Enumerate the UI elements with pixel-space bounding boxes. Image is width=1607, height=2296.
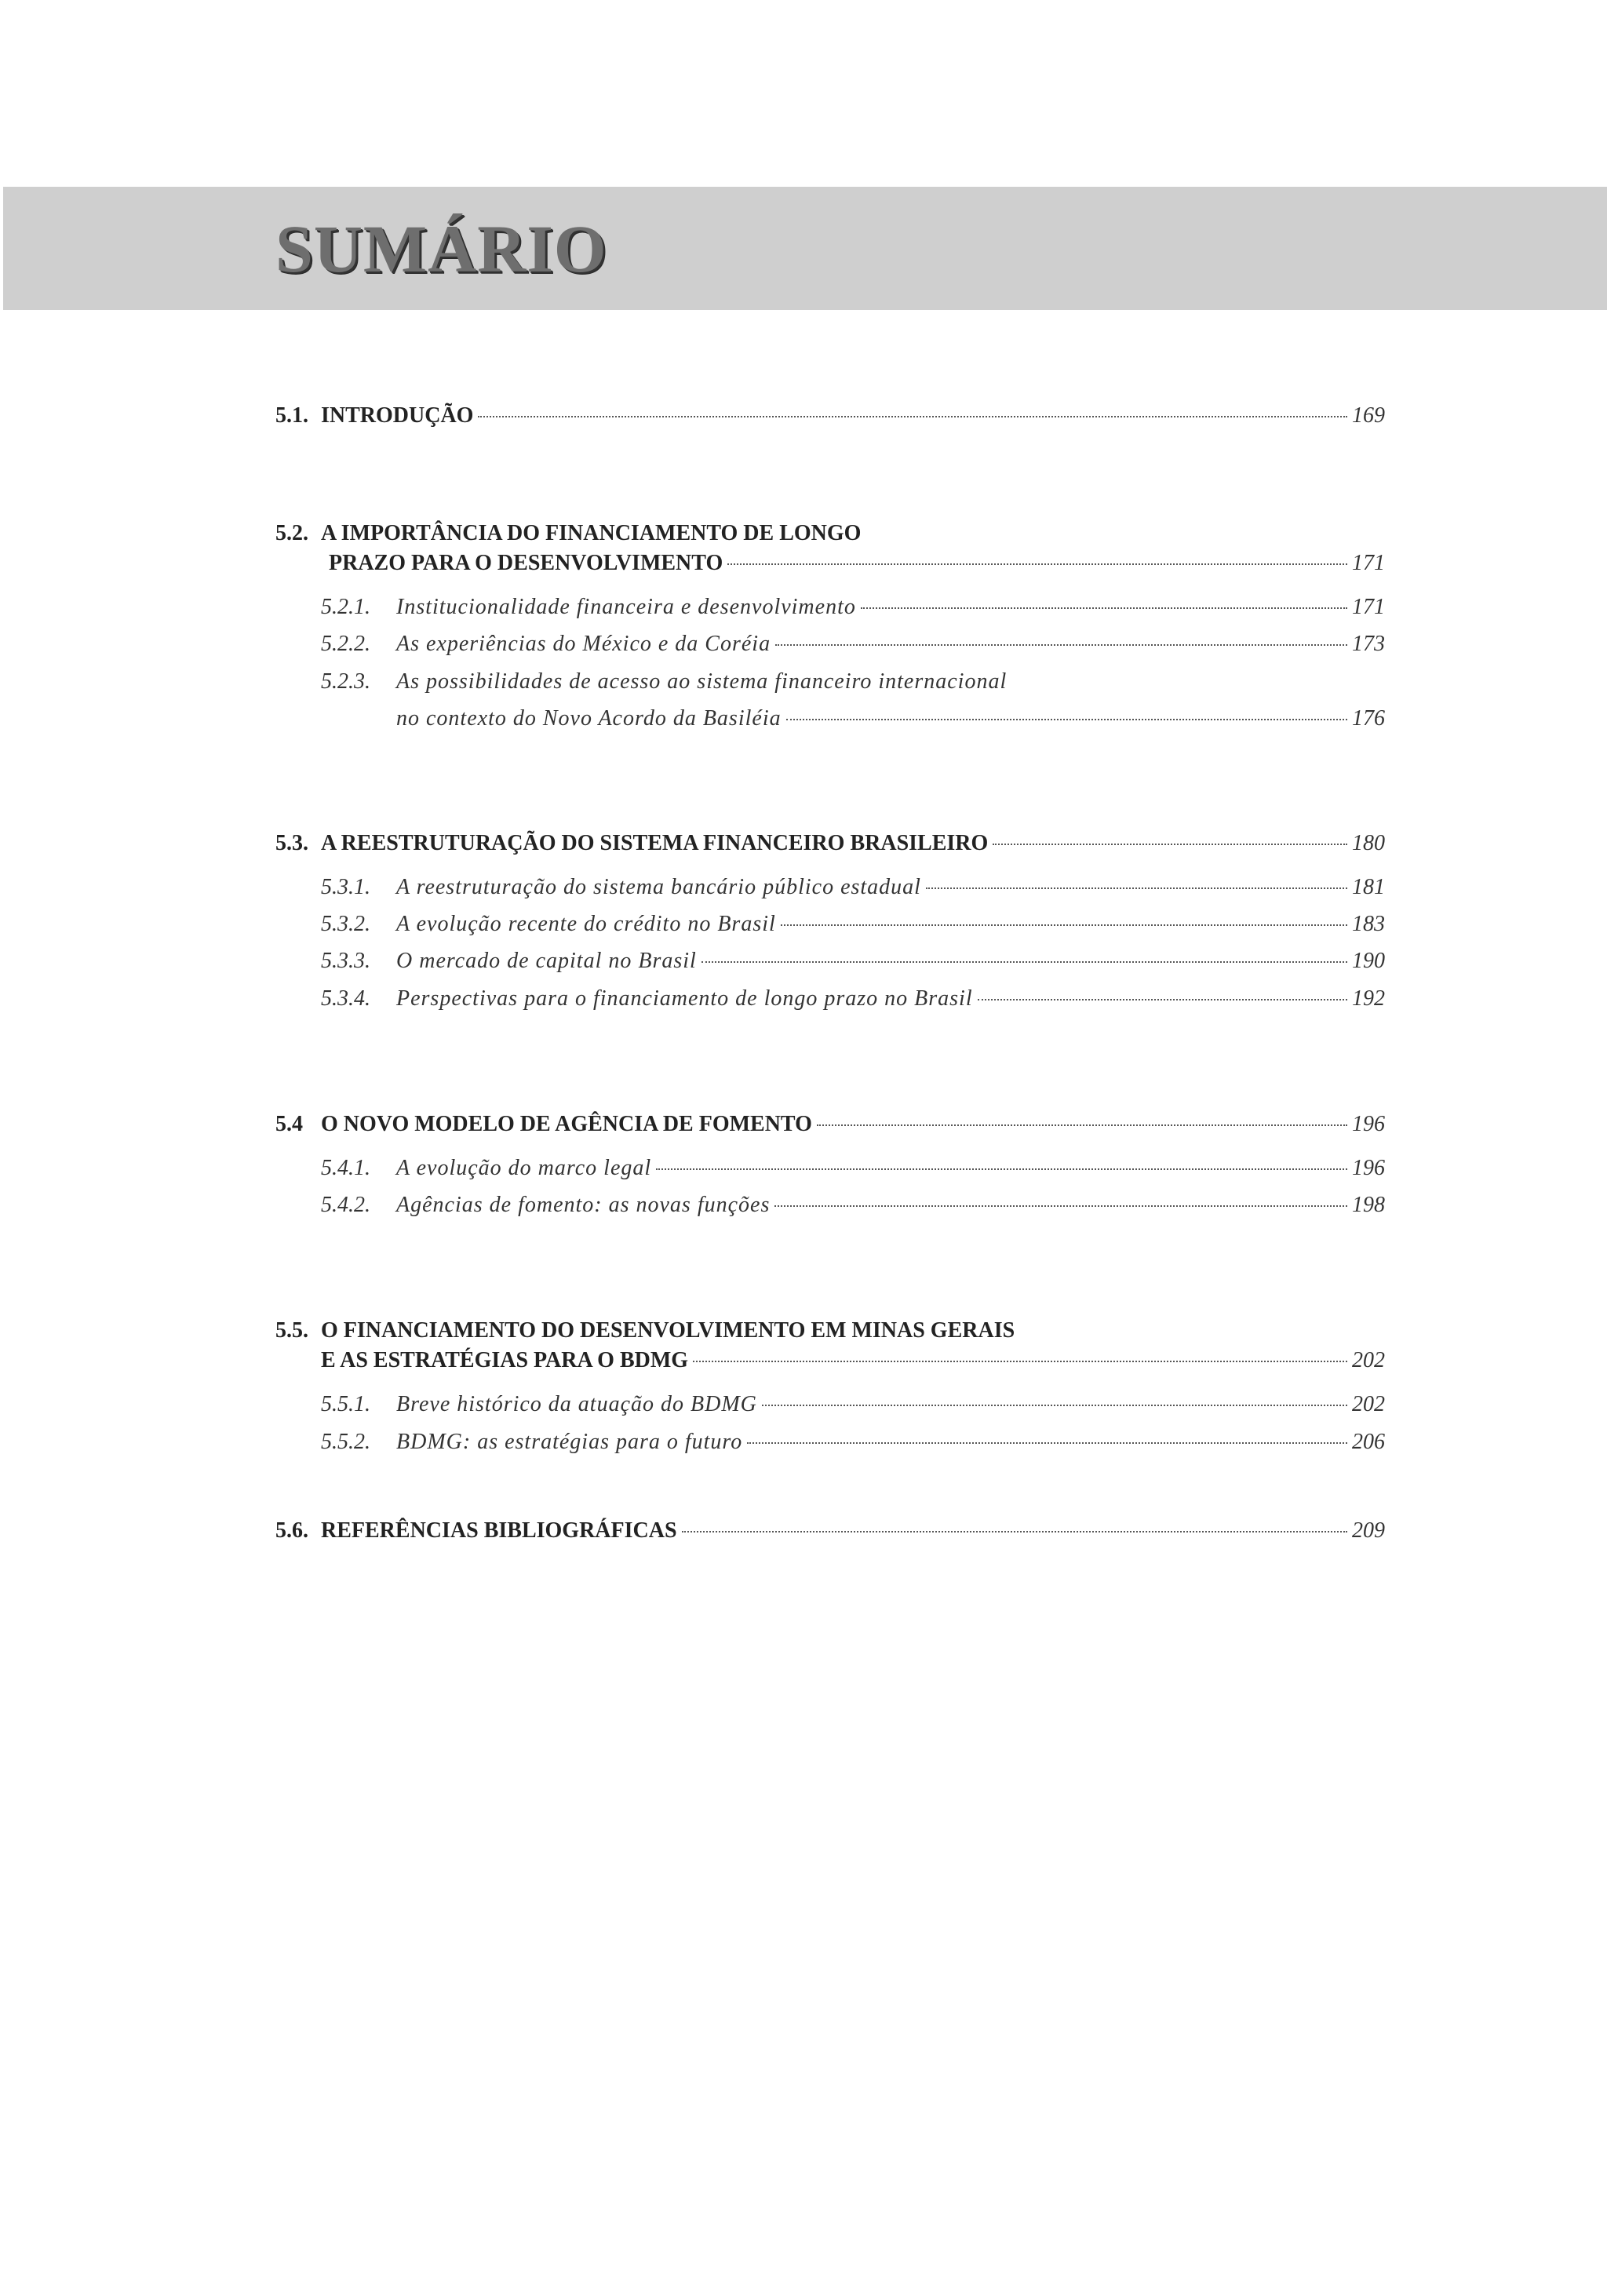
toc-title: E AS ESTRATÉGIAS PARA O BDMG (321, 1348, 689, 1372)
toc-number: 5.5.1. (321, 1392, 370, 1416)
toc-title: As possibilidades de acesso ao sistema financeiro internacional (396, 669, 1008, 694)
toc-number: 5.4.2. (321, 1193, 370, 1217)
dot-leader (774, 1204, 1347, 1207)
toc-title: A reestruturação do sistema bancário público estadual (396, 875, 921, 899)
toc-entry-5-4-2[interactable] (275, 1191, 1385, 1219)
toc-number: 5.2.1. (321, 595, 370, 619)
dot-leader (762, 1404, 1347, 1406)
dot-leader (727, 563, 1347, 565)
dot-leader (786, 718, 1347, 720)
toc-number: 5.3.4. (321, 986, 370, 1011)
toc-page-number: 209 (1352, 1518, 1385, 1543)
toc-page-number: 171 (1352, 551, 1385, 575)
toc-page-number: 196 (1352, 1112, 1385, 1136)
toc-page-number: 169 (1352, 403, 1385, 428)
toc-title: Breve histórico da atuação do BDMG (396, 1392, 757, 1416)
toc-entry-5-5-line2[interactable] (275, 1347, 1385, 1375)
dot-leader (817, 1124, 1347, 1126)
toc-title: REFERÊNCIAS BIBLIOGRÁFICAS (321, 1518, 677, 1543)
toc-entry-5-5-2[interactable] (275, 1428, 1385, 1456)
toc-number: 5.3.3. (321, 949, 370, 973)
dot-leader (781, 924, 1347, 926)
toc-title: A evolução do marco legal (396, 1156, 652, 1180)
header-band (3, 187, 1607, 310)
toc-title: As experiências do México e da Coréia (396, 632, 771, 656)
dot-leader (861, 607, 1347, 609)
toc-page-number: 196 (1352, 1156, 1385, 1180)
toc-entry-5-3-3[interactable] (275, 947, 1385, 975)
toc-number: 5.4.1. (321, 1156, 370, 1180)
toc-page-number: 181 (1352, 875, 1385, 899)
toc-entry-5-1[interactable] (275, 402, 1385, 430)
toc-entry-5-2-line2[interactable] (275, 549, 1385, 578)
dot-leader (993, 843, 1347, 845)
dot-leader (656, 1168, 1347, 1170)
dot-leader (478, 415, 1347, 417)
toc-number: 5.3. (275, 831, 308, 855)
dot-leader (701, 960, 1347, 963)
toc-number: 5.3.1. (321, 875, 370, 899)
toc-page-number: 171 (1352, 595, 1385, 619)
toc-entry-5-2-3-line1[interactable] (275, 668, 1385, 696)
toc-entry-5-4-1[interactable] (275, 1154, 1385, 1183)
toc-entry-5-3[interactable] (275, 829, 1385, 858)
toc-entry-5-2-line1[interactable] (275, 519, 1385, 548)
toc-title: BDMG: as estratégias para o futuro (396, 1430, 743, 1454)
toc-entry-5-3-4[interactable] (275, 985, 1385, 1013)
toc-title: O NOVO MODELO DE AGÊNCIA DE FOMENTO (321, 1112, 812, 1136)
dot-leader (747, 1441, 1347, 1444)
toc-entry-5-6[interactable] (275, 1517, 1385, 1545)
dot-leader (682, 1530, 1347, 1532)
dot-leader (693, 1360, 1347, 1362)
toc-title: Agências de fomento: as novas funções (396, 1193, 771, 1217)
dot-leader (775, 643, 1347, 646)
toc-title: PRAZO PARA O DESENVOLVIMENTO (329, 551, 723, 575)
toc-title: no contexto do Novo Acordo da Basiléia (396, 706, 782, 731)
toc-number: 5.5.2. (321, 1430, 370, 1454)
toc-page-number: 206 (1352, 1430, 1385, 1454)
toc-number: 5.4 (275, 1112, 303, 1136)
toc-title: O FINANCIAMENTO DO DESENVOLVIMENTO EM MINAS GERAIS (321, 1318, 1015, 1343)
toc-entry-5-5-line1[interactable] (275, 1317, 1385, 1345)
toc-page-number: 202 (1352, 1348, 1385, 1372)
toc-entry-5-2-2[interactable] (275, 630, 1385, 658)
dot-leader (926, 887, 1347, 889)
toc-entry-5-3-2[interactable] (275, 910, 1385, 938)
toc-title: O mercado de capital no Brasil (396, 949, 697, 973)
toc-page-number: 176 (1352, 706, 1385, 731)
toc-number: 5.5. (275, 1318, 308, 1343)
toc-page-number: 202 (1352, 1392, 1385, 1416)
toc-entry-5-5-1[interactable] (275, 1390, 1385, 1419)
toc-number: 5.2. (275, 521, 308, 545)
toc-title: A IMPORTÂNCIA DO FINANCIAMENTO DE LONGO (321, 521, 862, 545)
toc-title: A evolução recente do crédito no Brasil (396, 912, 776, 936)
toc-page-number: 192 (1352, 986, 1385, 1011)
toc-entry-5-4[interactable] (275, 1110, 1385, 1139)
toc-page-number: 190 (1352, 949, 1385, 973)
dot-leader (978, 998, 1347, 1000)
toc-entry-5-3-1[interactable] (275, 873, 1385, 902)
toc-entry-5-2-1[interactable] (275, 593, 1385, 621)
page-title: SUMÁRIO (275, 211, 607, 286)
toc-title: A REESTRUTURAÇÃO DO SISTEMA FINANCEIRO BRASILEIRO (321, 831, 989, 855)
toc-number: 5.3.2. (321, 912, 370, 936)
toc-page-number: 173 (1352, 632, 1385, 656)
toc-number: 5.6. (275, 1518, 308, 1543)
toc-entry-5-2-3-line2[interactable] (275, 705, 1385, 733)
toc-title: Perspectivas para o financiamento de longo prazo no Brasil (396, 986, 973, 1011)
toc-page-number: 198 (1352, 1193, 1385, 1217)
toc-number: 5.2.2. (321, 632, 370, 656)
toc-title: Institucionalidade financeira e desenvolvimento (396, 595, 856, 619)
toc-number: 5.2.3. (321, 669, 370, 694)
toc-number: 5.1. (275, 403, 308, 428)
toc-title: INTRODUÇÃO (321, 403, 474, 428)
toc-page-number: 183 (1352, 912, 1385, 936)
toc-page-number: 180 (1352, 831, 1385, 855)
